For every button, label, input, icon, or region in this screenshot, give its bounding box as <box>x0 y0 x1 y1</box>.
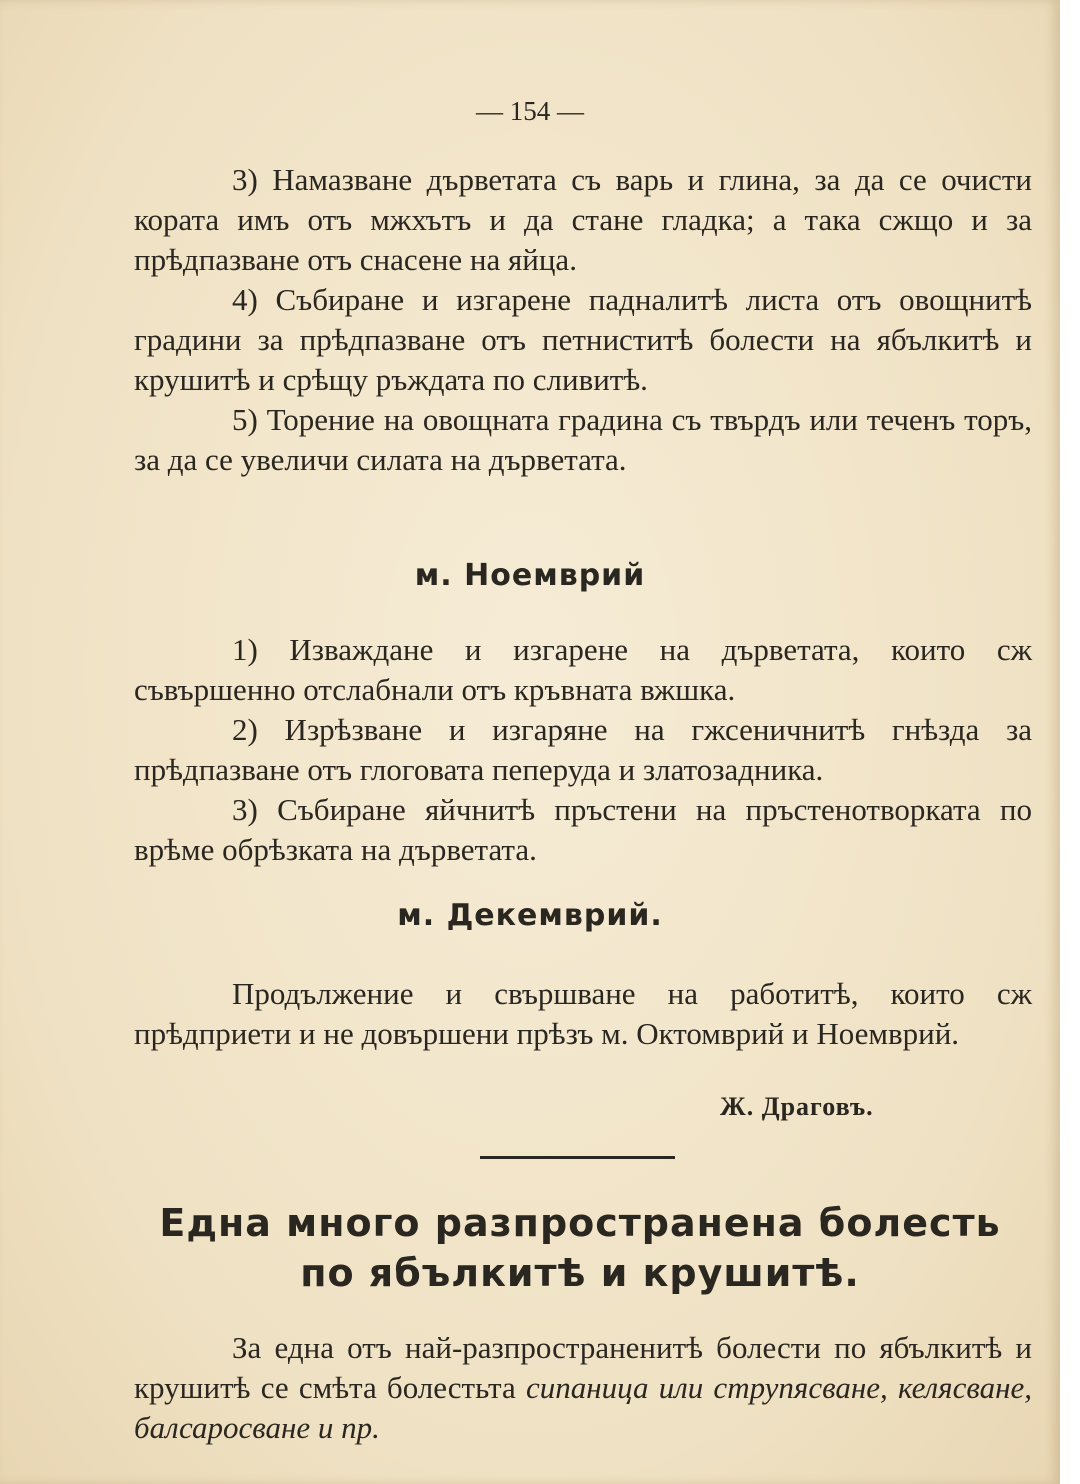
october-item-5: 5) Торение на овощната градина съ твърдъ или теченъ торъ, за да се увеличи силата на дърветата. <box>134 402 1032 477</box>
page-number: — 154 — <box>476 96 584 126</box>
article-intro <box>134 1328 1032 1448</box>
december-text: Продължение и свършване на работитѣ, които сж прѣдприети и не довършени прѣзъ м. Октомврий и Ноемврий. <box>134 976 1032 1051</box>
december-heading: м. Декемврий. <box>397 898 663 933</box>
november-item-3: 3) Събиране яйчнитѣ пръстени на пръстенотворката по врѣме обрѣзката на дърветата. <box>134 792 1032 867</box>
article-intro-italic: сипаница или струпясване, келясване, балсаросване и пр. <box>134 1370 1032 1445</box>
november-item-2: 2) Изрѣзване и изгаряне на гжсеничнитѣ гнѣзда за прѣдпазване отъ глоговата пеперуда и златозадника. <box>134 712 1032 787</box>
article-title: Една много разпространена болесть по ябълкитѣ и крушитѣ. <box>159 1201 1001 1295</box>
article-body <box>134 1328 1032 1448</box>
december-items <box>134 974 1032 1054</box>
november-items <box>134 630 1032 870</box>
october-item-4: 4) Събиране и изгарене падналитѣ листа отъ овощнитѣ градини за прѣдпазване отъ петниститѣ болести на ябълкитѣ и крушитѣ и срѣщу ръждата по сливитѣ. <box>134 282 1032 397</box>
section-divider <box>480 1156 675 1159</box>
october-item-3: 3) Намазване дърветата съ варь и глина, за да се очисти кората имъ отъ мжхътъ и да стане гладка; а така сжщо и за прѣдпазване отъ снасене на яйца. <box>134 162 1032 277</box>
article-intro-plain: За една отъ най-разпространенитѣ болести по ябълкитѣ и крушитѣ се смѣта болестьта <box>134 1330 1032 1405</box>
november-item-1: 1) Изваждане и изгарене на дърветата, които сж съвършенно отслабнали отъ кръвната вжшка. <box>134 632 1032 707</box>
november-heading: м. Ноемврий <box>414 558 646 593</box>
october-items <box>134 160 1032 480</box>
author-signature: Ж. Драговъ. <box>720 1092 874 1121</box>
